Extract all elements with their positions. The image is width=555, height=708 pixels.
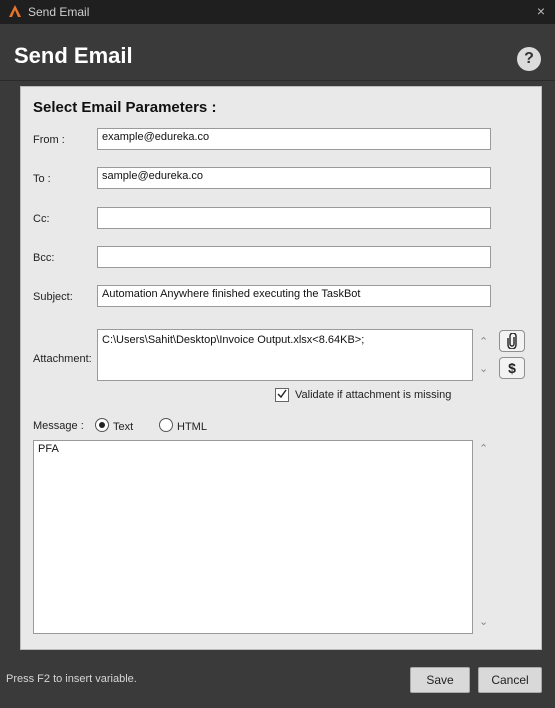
dialog-header	[0, 24, 555, 81]
cc-field[interactable]	[97, 207, 491, 229]
save-button[interactable]: Save	[410, 667, 470, 693]
message-format-text-radio[interactable]	[95, 418, 109, 432]
message-label: Message :	[33, 420, 84, 432]
subject-label: Subject:	[33, 291, 73, 303]
from-field[interactable]: example@edureka.co	[97, 128, 491, 150]
dollar-icon[interactable]: $	[499, 357, 525, 379]
dialog-title: Send Email	[14, 43, 133, 68]
help-icon[interactable]: ?	[517, 47, 541, 71]
paperclip-icon[interactable]	[499, 330, 525, 352]
message-format-text-label: Text	[113, 421, 134, 433]
subject-field[interactable]: Automation Anywhere finished executing the TaskBot	[97, 285, 491, 307]
cc-label: Cc:	[33, 213, 50, 225]
variable-hint: Press F2 to insert variable.	[6, 673, 137, 685]
message-format-html-label: HTML	[177, 421, 207, 433]
message-body-field[interactable]: PFA	[33, 440, 473, 634]
section-title: Select Email Parameters :	[33, 99, 217, 116]
attachment-label: Attachment:	[33, 353, 92, 365]
bcc-field[interactable]	[97, 246, 491, 268]
from-label: From :	[33, 134, 65, 146]
message-format-html-radio[interactable]	[159, 418, 173, 432]
validate-attachment-label: Validate if attachment is missing	[295, 389, 452, 401]
title-bar	[0, 0, 555, 24]
validate-attachment-checkbox[interactable]	[275, 388, 289, 402]
automation-anywhere-logo-icon	[8, 4, 22, 18]
bcc-label: Bcc:	[33, 252, 55, 264]
attachment-scroll-up-icon[interactable]: ⌃	[479, 336, 489, 348]
to-field[interactable]: sample@edureka.co	[97, 167, 491, 189]
close-icon[interactable]: ×	[536, 3, 545, 19]
message-scroll-down-icon[interactable]: ⌄	[479, 616, 489, 628]
email-parameters-panel	[20, 86, 542, 650]
message-scroll-up-icon[interactable]: ⌃	[479, 443, 489, 455]
to-label: To :	[33, 173, 51, 185]
cancel-button[interactable]: Cancel	[478, 667, 542, 693]
attachment-scroll-down-icon[interactable]: ⌄	[479, 363, 489, 375]
attachment-field[interactable]: C:\Users\Sahit\Desktop\Invoice Output.xlsx<8.64KB>;	[97, 329, 473, 381]
window-title: Send Email	[28, 5, 90, 19]
